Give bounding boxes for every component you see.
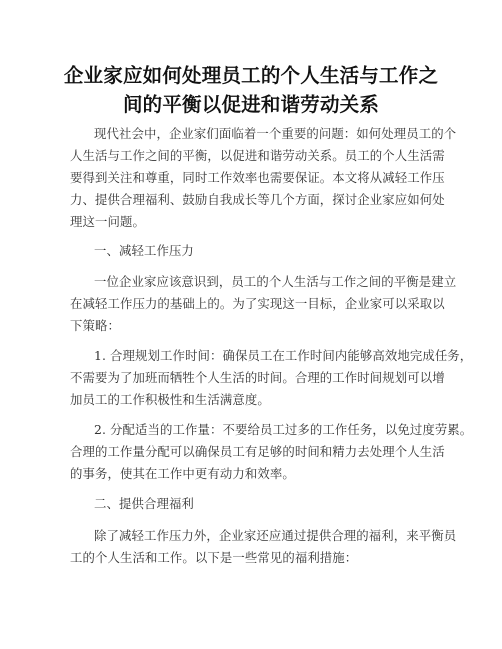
section-1-line: 下策略： — [70, 318, 120, 333]
section-2-heading: 二、提供合理福利 — [94, 496, 194, 511]
document-title-line-2: 间的平衡以促进和谐劳动关系 — [122, 93, 380, 116]
section-1-line: 一位企业家应该意识到，员工的个人生活与工作之间的平衡是建立 — [94, 274, 457, 289]
list-item-2-line: 的事务，使其在工作中更有动力和效率。 — [70, 466, 295, 481]
list-item-2-line: 合理的工作量分配可以确保员工有足够的时间和精力去处理个人生活 — [70, 444, 445, 459]
list-item-2-line: 2. 分配适当的工作量：不要给员工过多的工作任务，以免过度劳累。 — [94, 422, 473, 437]
intro-line: 力、提供合理福利、鼓励自我成长等几个方面，探讨企业家应如何处 — [70, 192, 445, 207]
section-1-heading: 一、减轻工作压力 — [94, 243, 194, 258]
list-item-1-line: 加员工的工作积极性和生活满意度。 — [70, 392, 270, 407]
intro-line: 现代社会中，企业家们面临着一个重要的问题：如何处理员工的个 — [94, 126, 457, 141]
section-2-line: 工的个人生活和工作。以下是一些常见的福利措施： — [70, 550, 358, 565]
document-title-line-1: 企业家应如何处理员工的个人生活与工作之 — [63, 64, 439, 87]
list-item-1-line: 不需要为了加班而牺牲个人生活的时间。合理的工作时间规划可以增 — [70, 370, 445, 385]
intro-line: 理这一问题。 — [70, 214, 145, 229]
section-2-line: 除了减轻工作压力外，企业家还应通过提供合理的福利，来平衡员 — [94, 528, 457, 543]
intro-line: 人生活与工作之间的平衡，以促进和谐劳动关系。员工的个人生活需 — [70, 148, 445, 163]
section-1-line: 在减轻工作压力的基础上的。为了实现这一目标，企业家可以采取以 — [70, 296, 445, 311]
intro-line: 要得到关注和尊重，同时工作效率也需要保证。本文将从减轻工作压 — [70, 170, 445, 185]
list-item-1-line: 1. 合理规划工作时间：确保员工在工作时间内能够高效地完成任务， — [94, 348, 473, 363]
